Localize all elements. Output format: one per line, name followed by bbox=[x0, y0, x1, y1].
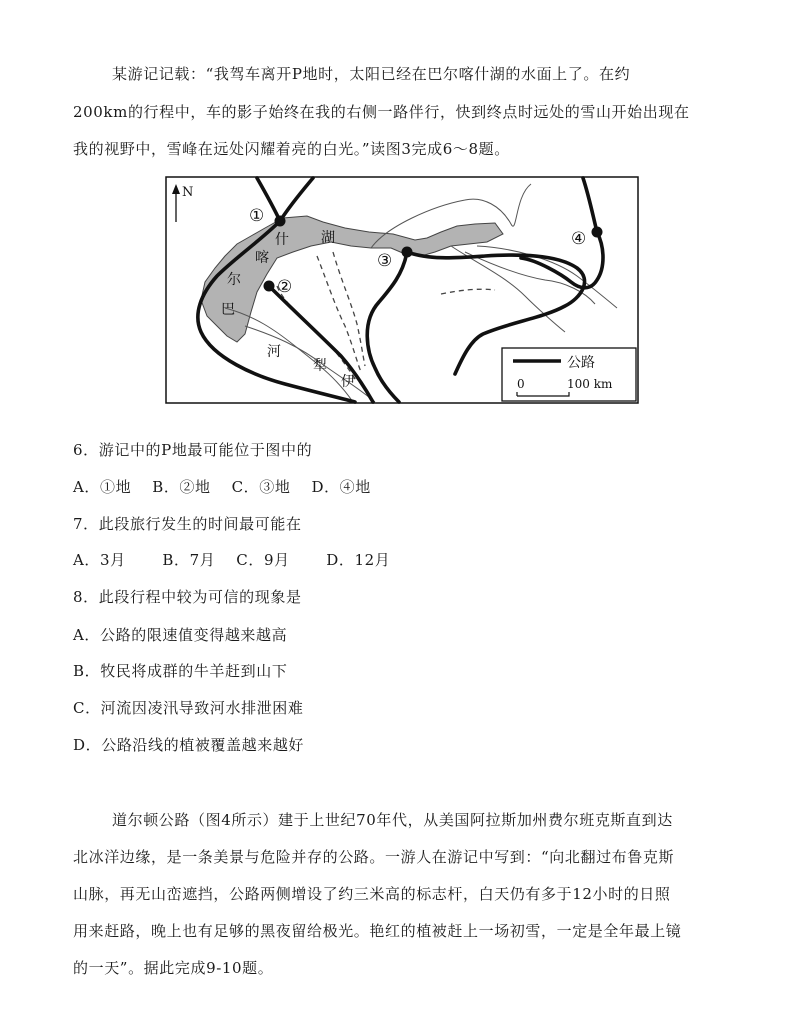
marker-4-dot bbox=[592, 227, 603, 238]
marker-3-dot bbox=[402, 247, 413, 258]
scale-start: 0 bbox=[517, 377, 525, 391]
lake-char-hu: 湖 bbox=[321, 230, 335, 246]
para2-line-1: 道尔顿公路（图4所示）建于上世纪70年代，从美国阿拉斯加州费尔班克斯直到达 bbox=[112, 811, 673, 829]
river-char-li: 犁 bbox=[313, 358, 327, 374]
legend bbox=[502, 348, 636, 401]
marker-3-label: ③ bbox=[377, 251, 393, 271]
intro-line-3: 我的视野中，雪峰在远处闪耀着亮的白光。”读图3完成6～8题。 bbox=[73, 140, 510, 158]
map-canvas bbox=[165, 176, 639, 404]
lake-char-ka: 喀 bbox=[255, 250, 269, 266]
q8-option-c: C．河流因凌汛导致河水排泄困难 bbox=[73, 699, 304, 717]
marker-2-dot bbox=[264, 281, 275, 292]
lake-char-shi: 什 bbox=[275, 232, 289, 248]
para2-line-5: 的一天”。据此完成9-10题。 bbox=[73, 959, 274, 977]
intro-line-2: 200km的行程中，车的影子始终在我的右侧一路伴行，快到终点时远处的雪山开始出现在 bbox=[73, 103, 690, 121]
q8-option-d: D．公路沿线的植被覆盖越来越好 bbox=[73, 736, 305, 754]
q8-stem: 8．此段行程中较为可信的现象是 bbox=[73, 588, 302, 606]
figure-3-map bbox=[165, 176, 639, 404]
q6-options: A．①地 B．②地 C．③地 D．④地 bbox=[73, 478, 371, 496]
para2-line-4: 用来赶路，晚上也有足够的黑夜留给极光。艳红的植被赶上一场初雪，一定是全年最上镜 bbox=[73, 922, 682, 940]
marker-2-label: ② bbox=[277, 277, 293, 297]
river-char-he: 河 bbox=[267, 344, 281, 360]
scale-end: 100 km bbox=[567, 377, 613, 391]
q7-stem: 7．此段旅行发生的时间最可能在 bbox=[73, 515, 302, 533]
legend-road-label: 公路 bbox=[567, 355, 595, 371]
lake-char-ba: 巴 bbox=[221, 302, 235, 318]
lake-char-er: 尔 bbox=[227, 272, 241, 288]
para2-line-3: 山脉，再无山峦遮挡，公路两侧增设了约三米高的标志杆，白天仍有多于12小时的日照 bbox=[73, 885, 671, 903]
q8-option-a: A．公路的限速值变得越来越高 bbox=[73, 626, 288, 644]
intro-line-1: 某游记记载：“我驾车离开P地时，太阳已经在巴尔喀什湖的水面上了。在约 bbox=[112, 65, 631, 83]
marker-1-label: ① bbox=[249, 206, 265, 226]
q7-options: A．3月 B．7月 C．9月 D．12月 bbox=[73, 551, 391, 569]
marker-1-dot bbox=[275, 216, 286, 227]
q8-option-b: B．牧民将成群的牛羊赶到山下 bbox=[73, 662, 288, 680]
marker-4-label: ④ bbox=[571, 229, 587, 249]
river-char-yi: 伊 bbox=[341, 374, 355, 390]
north-label: N bbox=[182, 185, 194, 200]
q6-stem: 6．游记中的P地最可能位于图中的 bbox=[73, 441, 313, 459]
para2-line-2: 北冰洋边缘，是一条美景与危险并存的公路。一游人在游记中写到：“向北翻过布鲁克斯 bbox=[73, 848, 675, 866]
